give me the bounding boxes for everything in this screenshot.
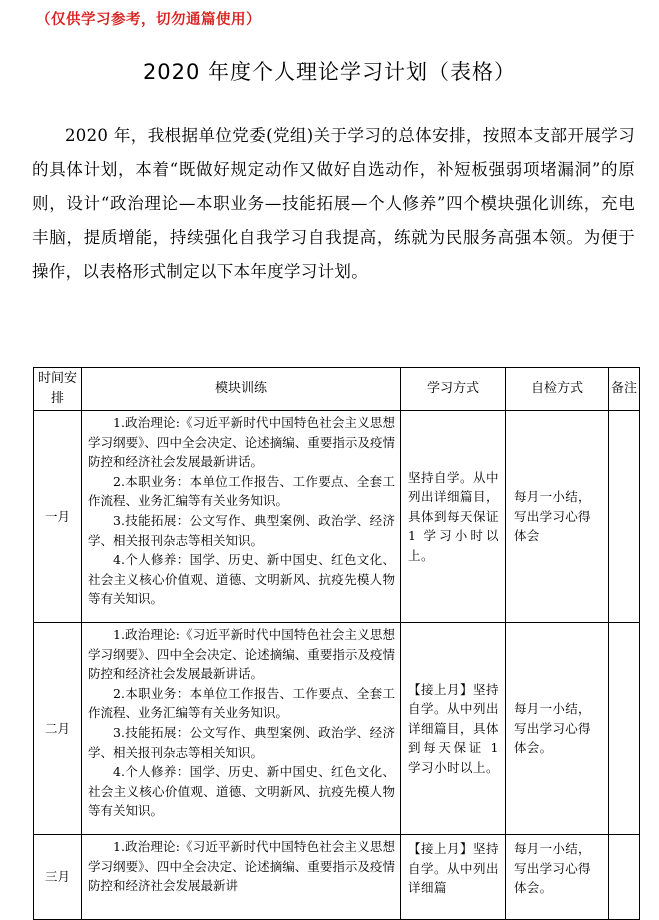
module-cell — [82, 623, 401, 835]
method-cell: 【接上月】坚持自学。从中列出详细篇 — [401, 835, 506, 920]
note-cell — [609, 835, 640, 920]
table-header-row — [34, 368, 640, 411]
module-item: 3.技能拓展：公文写作、典型案例、政治学、经济学、相关报刊杂志等相关知识。 — [88, 512, 395, 548]
intro-paragraph: 2020 年，我根据单位党委(党组)关于学习的总体安排，按照本支部开展学习的具体计划，本着“既做好规定动作又做好自选动作，补短板强弱项堵漏洞”的原则，设计“政治理论—本职业务—技能拓展—个人修养”四个模块强化训练，充电丰脑，提质增能，持续强化自我学习自我提高，练就为民服务高强本领。为便于操作，以表格形式制定以下本年度学习计划。 — [32, 126, 635, 281]
month-cell: 一月 — [34, 411, 82, 623]
study-plan-table — [33, 367, 640, 920]
table-row — [34, 835, 640, 920]
month-cell: 二月 — [34, 623, 82, 835]
method-cell: 【接上月】坚持自学。从中列出详细篇目，具体到每天保证 1 学习小时以上。 — [401, 623, 506, 835]
method-cell: 坚持自学。从中列出详细篇目，具体到每天保证 1 学习小时以上。 — [401, 411, 506, 623]
module-item: 2.本职业务：本单位工作报告、工作要点、全套工作流程、业务汇编等有关业务知识。 — [88, 685, 395, 721]
check-cell: 每月一小结，写出学习心得体会。 — [506, 623, 609, 835]
module-item: 1.政治理论:《习近平新时代中国特色社会主义思想学习纲要》、四中全会决定、论述摘编、重要指示及疫情防控和经济社会发展最新讲 — [88, 839, 395, 894]
note-cell — [609, 411, 640, 623]
module-item: 1.政治理论:《习近平新时代中国特色社会主义思想学习纲要》、四中全会决定、论述摘编、重要指示及疫情防控和经济社会发展最新讲话。 — [88, 415, 395, 470]
header-check: 自检方式 — [506, 368, 609, 411]
module-item: 2.本职业务：本单位工作报告、工作要点、全套工作流程、业务汇编等有关业务知识。 — [88, 473, 395, 509]
header-note: 备注 — [609, 368, 640, 411]
month-cell: 三月 — [34, 835, 82, 920]
module-cell — [82, 411, 401, 623]
table-row — [34, 411, 640, 623]
header-method: 学习方式 — [401, 368, 506, 411]
check-cell: 每月一小结，写出学习心得体会 — [506, 411, 609, 623]
header-module: 模块训练 — [82, 368, 401, 411]
note-cell — [609, 623, 640, 835]
table-row — [34, 623, 640, 835]
header-time: 时间安排 — [34, 368, 82, 411]
module-cell — [82, 835, 401, 920]
module-item: 3.技能拓展：公文写作、典型案例、政治学、经济学、相关报刊杂志等相关知识。 — [88, 724, 395, 760]
usage-notice: （仅供学习参考，切勿通篇使用） — [36, 12, 261, 28]
module-item: 4.个人修养：国学、历史、新中国史、红色文化、社会主义核心价值观、道德、文明新风、抗疫先模人物等有关知识。 — [88, 552, 395, 607]
page-title: 2020 年度个人理论学习计划（表格） — [142, 60, 517, 84]
module-item: 4.个人修养：国学、历史、新中国史、红色文化、社会主义核心价值观、道德、文明新风、抗疫先模人物等有关知识。 — [88, 764, 395, 819]
check-cell: 每月一小结，写出学习心得体会。 — [506, 835, 609, 920]
module-item: 1.政治理论:《习近平新时代中国特色社会主义思想学习纲要》、四中全会决定、论述摘编、重要指示及疫情防控和经济社会发展最新讲话。 — [88, 627, 395, 682]
